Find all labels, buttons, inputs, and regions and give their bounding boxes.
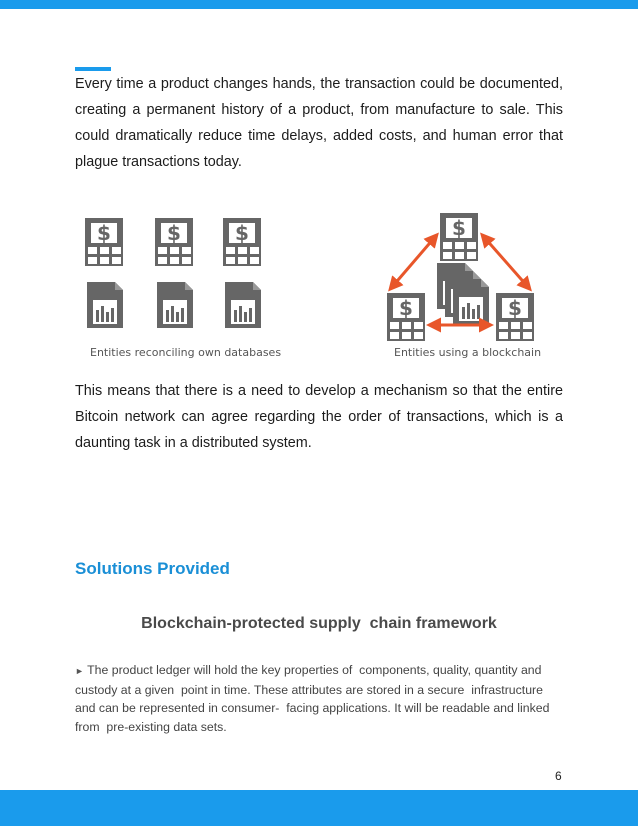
ledger-bullet-item — [75, 661, 565, 736]
bullet-text: The product ledger will hold the key properties of components, quality, quantity and custody at a given point in time. These attributes are stored in a secure infrastructure and can be represented in consumer- facing applications. It will be readable and linked from pre-existing data sets. — [75, 663, 553, 734]
ledger-document-icon — [157, 282, 193, 328]
bank-icon — [155, 218, 193, 266]
solutions-heading: Solutions Provided — [75, 559, 230, 578]
top-accent-bar — [0, 0, 638, 9]
page-number: 6 — [555, 769, 562, 783]
ledger-document-icon — [87, 282, 123, 328]
bank-icon — [223, 218, 261, 266]
sync-arrow — [392, 237, 435, 287]
bottom-accent-bar — [0, 790, 638, 826]
consensus-paragraph: This means that there is a need to develop a mechanism so that the entire Bitcoin network can agree regarding the order of transactions, which is a daunting task in a distributed system. — [75, 383, 563, 451]
framework-subtitle: Blockchain-protected supply chain framework — [141, 615, 497, 632]
caption-own-databases: Entities reconciling own databases — [90, 346, 282, 359]
ledger-document-icon — [453, 279, 489, 325]
bank-icon — [387, 293, 425, 341]
sync-arrow — [484, 237, 528, 287]
intro-paragraph: Every time a product changes hands, the transaction could be documented, creating a permanent history of a product, from manufacture to sale. This could dramatically reduce time delays, added costs, and human error that plague transactions today. — [75, 76, 563, 170]
bank-icon — [440, 213, 478, 261]
caption-blockchain: Entities using a blockchain — [394, 346, 542, 359]
bank-icon — [85, 218, 123, 266]
bank-icon — [496, 293, 534, 341]
blockchain-comparison-figure — [80, 205, 560, 365]
ledger-document-icon — [225, 282, 261, 328]
bullet-marker-icon: ► — [75, 666, 84, 676]
